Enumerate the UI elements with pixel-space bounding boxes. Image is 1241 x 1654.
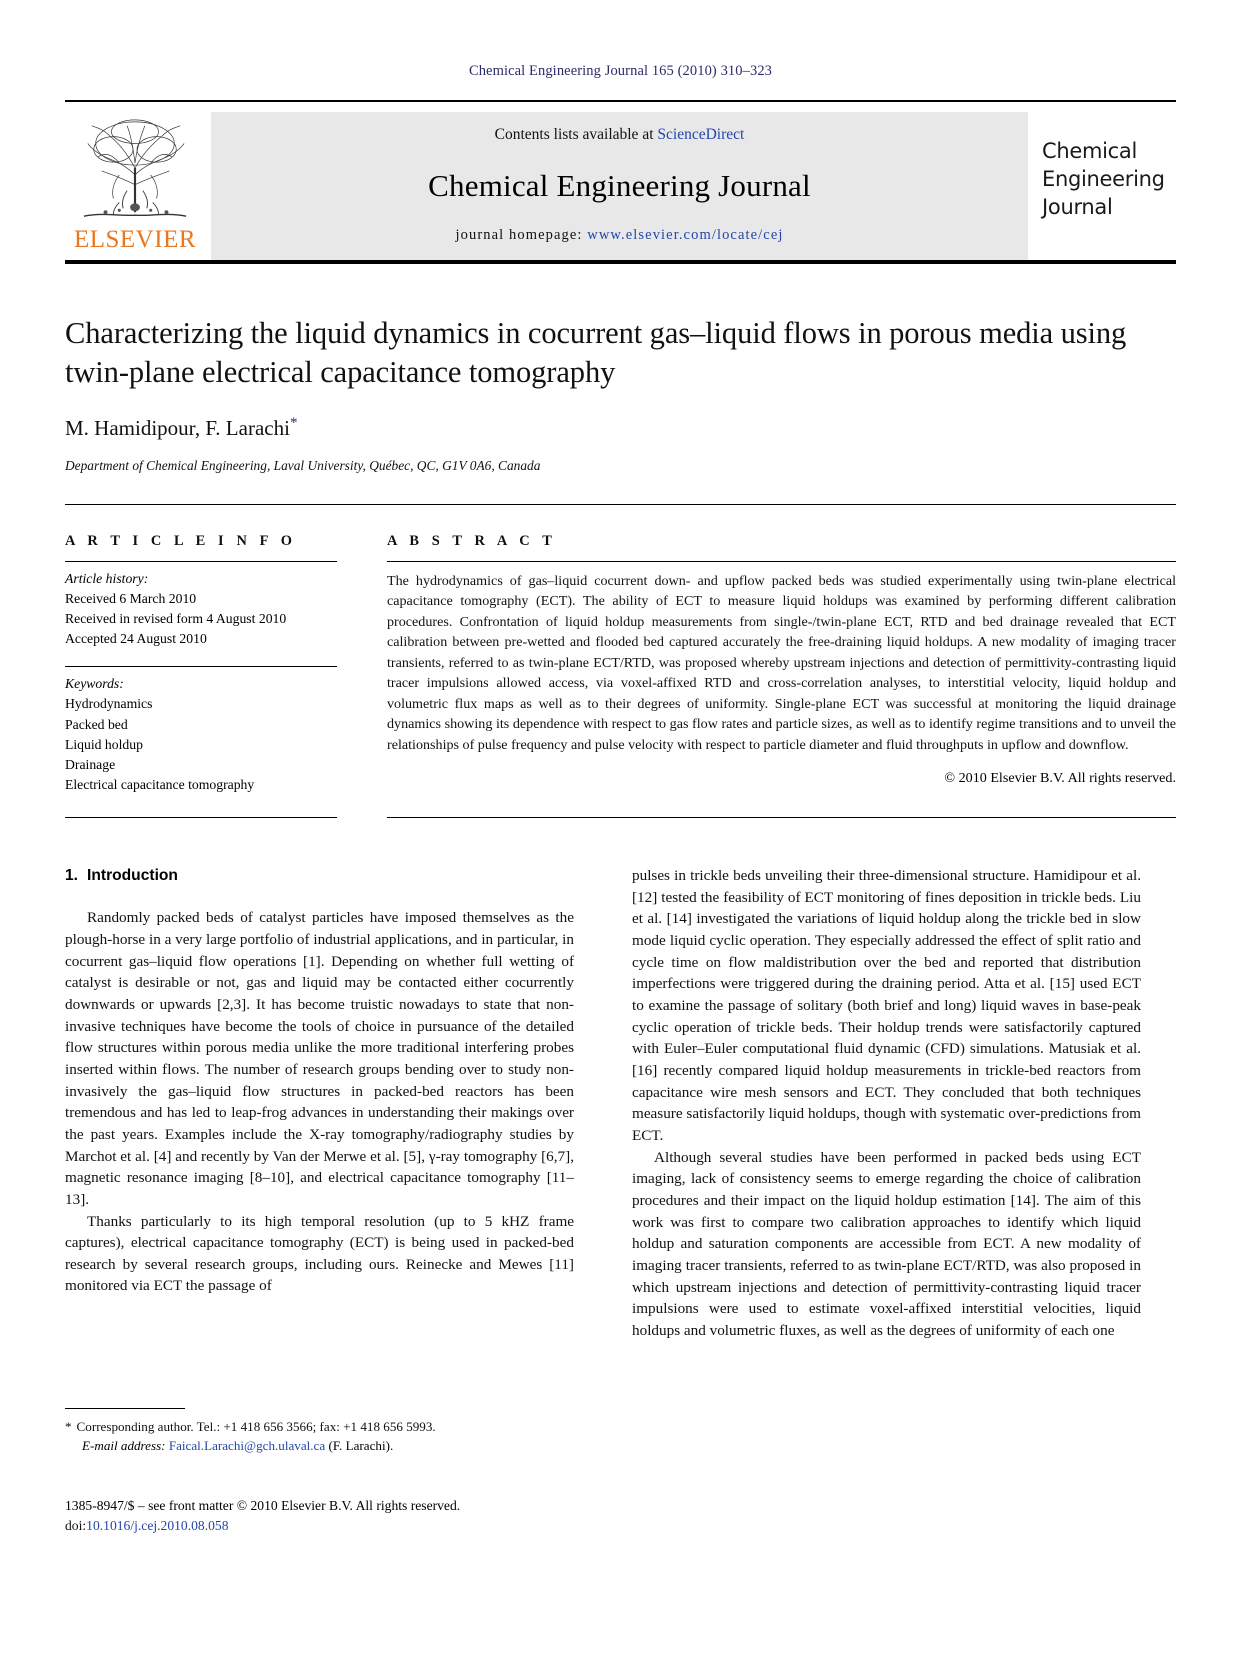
info-bottom-rule	[65, 817, 337, 818]
cover-line-2: Engineering	[1042, 166, 1165, 191]
email-label: E-mail address:	[82, 1437, 166, 1453]
keywords-list	[65, 667, 337, 795]
section-title: Introduction	[87, 867, 178, 885]
abstract-column	[387, 533, 1176, 795]
body-paragraph: Randomly packed beds of catalyst particles have imposed themselves as the plough-horse in a very large portfolio of industrial applications, and in particular, in cocurrent gas–liquid flow operations [1]. Depending on whether full wetting of catalyst is desirable or not, gas and liquid may be contacted either cocurrently downwards or upwards [2,3]. It has become truistic nowadays to state that non-invasive techniques have become the tools of choice in pursuance of the detailed flow structures within porous media unlike the more traditional interfering probes inserted within flows. The number of research groups bending over to study non-invasively the gas–liquid flow structures in packed-bed reactors has been tremendous and has led to leap-frog advances in understanding their makings over the past years. Examples include the X-ray tomography/radiography studies by Marchot et al. [4] and recently by Van der Merwe et al. [5], γ-ray tomography [6,7], magnetic resonance imaging [8–10], and electrical capacitance tomography [11–13].	[65, 909, 574, 1208]
elsevier-tree-icon	[76, 114, 194, 226]
article-info-column	[65, 533, 337, 795]
keyword-item: Packed bed	[65, 716, 128, 732]
journal-masthead	[65, 100, 1176, 262]
contents-available-line	[495, 126, 745, 144]
history-item: Accepted 24 August 2010	[65, 631, 207, 647]
keyword-item: Hydrodynamics	[65, 696, 153, 712]
affiliation: Department of Chemical Engineering, Laval University, Québec, QC, G1V 0A6, Canada	[65, 457, 541, 473]
article-history-group	[65, 562, 337, 650]
keyword-item: Liquid holdup	[65, 736, 143, 752]
body-column-left	[65, 865, 574, 1341]
running-head: Chemical Engineering Journal 165 (2010) 310–323	[468, 63, 773, 79]
body-paragraph: Although several studies have been performed in packed beds using ECT imaging, lack of consistency seems to emerge regarding the choice of calibration procedures and their impact on the liquid holdup estimation [14]. The aim of this work was first to compare two calibration approaches to identify which liquid holdup and saturation components are accessible from ECT. A new modality of imaging tracer transients, referred to as twin-plane ECT/RTD, was also proposed in which upstream injections and detection of permittivity-contrasting liquid tracer impulsions were used to estimate voxel-affixed interstitial velocities, liquid holdups and volumetric fluxes, as well as the degrees of uniformity of each one	[632, 1148, 1141, 1339]
contents-box	[211, 112, 1028, 260]
cover-line-3: Journal	[1042, 194, 1113, 219]
masthead-bottom-rule	[65, 260, 1176, 264]
journal-homepage-line	[456, 227, 784, 244]
author-names: M. Hamidipour, F. Larachi	[65, 415, 290, 440]
footnote-contact-line	[65, 1418, 574, 1437]
doi-line	[65, 1516, 625, 1536]
doi-label: doi:	[65, 1517, 87, 1533]
footnote-rule	[65, 1408, 185, 1409]
footnote-marker: *	[65, 1419, 72, 1434]
keyword-item: Electrical capacitance tomography	[65, 776, 255, 792]
body-column-right	[632, 865, 1141, 1341]
homepage-url[interactable]: www.elsevier.com/locate/cej	[587, 227, 784, 243]
keywords-label: Keywords:	[65, 676, 124, 692]
keyword-item: Drainage	[65, 756, 116, 772]
contents-prefix-text: Contents lists available at	[494, 126, 658, 143]
footnote-email-line	[65, 1437, 574, 1456]
doi-link[interactable]: 10.1016/j.cej.2010.08.058	[86, 1517, 229, 1533]
abstract-copyright: © 2010 Elsevier B.V. All rights reserved.	[944, 770, 1176, 787]
sciencedirect-link[interactable]: ScienceDirect	[657, 126, 745, 143]
abstract-text: The hydrodynamics of gas–liquid cocurrent down- and upflow packed beds was studied experimentally using twin-plane electrical capacitance tomography (ECT). The ability of ECT to measure liquid holdups was examined by performing different calibration procedures. Confrontation of liquid holdup measurements from single-/twin-plane ECT, RTD and bed drainage revealed that ECT calibration between pre-wetted and flooded bed captured accurately the free-draining liquid holdups. A new modality of imaging tracer transients, referred to as twin-plane ECT/RTD, was proposed whereby upstream injections and detection of permittivity-contrasting liquid tracer impulsions allowed access, via voxel-affixed RTD and cross-correlation analyses, to interstitial velocity, liquid holdup and volumetric flux maps as well as to their degrees of uniformity. Single-plane ECT was successful at monitoring the liquid drainage dynamics showing its dependence with respect to gas flow rates and particle sizes, as well as to identify regime transitions and to unveil the relationships of pulse frequency and pulse velocity with respect to particle diameter and fluid throughputs in upflow and downflow.	[387, 572, 1176, 753]
footnote-contact-text: Corresponding author. Tel.: +1 418 656 3566; fax: +1 418 656 5993.	[76, 1419, 436, 1434]
page-title: Characterizing the liquid dynamics in cocurrent gas–liquid flows in porous media using twin-plane electrical capacitance tomography	[65, 316, 1127, 390]
abstract-heading: A B S T R A C T	[387, 532, 557, 549]
body-paragraph: pulses in trickle beds unveiling their three-dimensional structure. Hamidipour et al. [12] tested the feasibility of ECT monitoring of fines deposition in trickle beds. Liu et al. [14] investigated the variations of liquid holdup along the trickle bed in slow mode liquid cyclic operation. They especially addressed the effect of split ratio and cycle time on flow maldistribution over the bed and reported that distribution imperfections were triggered during the draining period. Atta et al. [15] used ECT to examine the passage of solitary (both brief and long) liquid waves in base-peak cyclic operation of trickle beds. Their holdup trends were satisfactorily captured with Euler–Euler computational fluid dynamic (CFD) simulations. Matusiak et al. [16] recently compared liquid holdup measurements in trickle-bed reactors from capacitance wire mesh sensors and ECT. They concluded that both techniques measure satisfactorily liquid holdups, though with systematic over-predictions from ECT.	[632, 867, 1141, 1144]
journal-title: Chemical Engineering Journal	[428, 167, 811, 203]
keywords-group	[65, 666, 337, 795]
corresponding-author-footnote	[65, 1408, 574, 1456]
cover-line-1: Chemical	[1042, 139, 1138, 163]
elsevier-logo	[65, 112, 205, 260]
article-info-heading: A R T I C L E I N F O	[65, 532, 297, 549]
homepage-label: journal homepage:	[455, 227, 588, 243]
body-columns	[65, 865, 1176, 1341]
section-heading-introduction	[65, 865, 574, 887]
article-history-label: Article history:	[65, 570, 149, 586]
history-item: Received 6 March 2010	[65, 590, 197, 606]
author-list	[65, 415, 1176, 441]
issn-copyright-line: 1385-8947/$ – see front matter © 2010 Elsevier B.V. All rights reserved.	[65, 1498, 461, 1513]
abstract-bottom-rule	[387, 817, 1176, 818]
info-abstract-block	[65, 504, 1176, 795]
corresponding-author-marker[interactable]: *	[289, 414, 298, 431]
email-link[interactable]: Faical.Larachi@gch.ulaval.ca	[168, 1437, 326, 1453]
email-owner: (F. Larachi).	[328, 1437, 394, 1453]
history-item: Received in revised form 4 August 2010	[65, 610, 287, 626]
info-abstract-bottom-rules	[65, 817, 1176, 818]
body-paragraph: Thanks particularly to its high temporal resolution (up to 5 kHZ frame captures), electrical capacitance tomography (ECT) is being used in packed-bed research by several research groups, including ours. Reinecke and Mewes [11] monitored via ECT the passage of	[65, 1212, 574, 1295]
journal-cover-thumbnail	[1036, 112, 1176, 260]
section-number: 1.	[65, 867, 79, 885]
elsevier-wordmark: ELSEVIER	[73, 226, 197, 253]
colophon	[65, 1496, 625, 1535]
